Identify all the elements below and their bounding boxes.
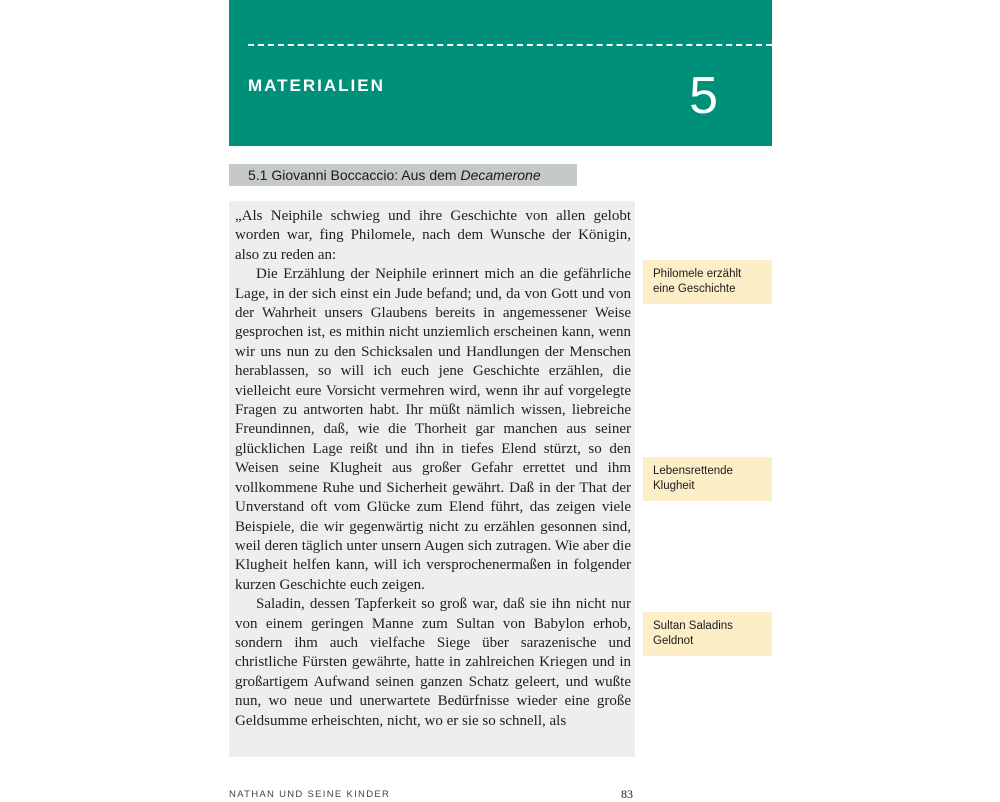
paragraph-intro: „Als Neiphile schwieg und ihre Geschichte von allen gelobt worden war, fing Philomele, nach dem Wunsche der Königin, also zu reden an:	[235, 208, 631, 263]
paragraph-saladin: Saladin, dessen Tapferkeit so groß war, daß sie ihn nicht nur von einem geringen Manne zum Sultan von Babylon erhob, sondern ihm auch vielfache Siege über sarazenische und christliche Fürsten gewährte, hatte in zahlreichen Kriegen und in großartigem Aufwand seinen ganzen Schatz geleert, und wußte nun, wo neue und unerwartete Bedürfnisse wieder eine große Geldsumme erheischten, nicht, wo er sie so schnell, als	[235, 596, 631, 729]
chapter-number: 5	[689, 67, 718, 125]
chapter-header	[229, 0, 772, 146]
section-heading-text: 5.1 Giovanni Boccaccio: Aus dem	[248, 167, 457, 183]
source-text	[235, 207, 631, 731]
margin-note: Sultan Saladins Geldnot	[643, 612, 772, 656]
margin-note: Lebensrettende Klugheit	[643, 457, 772, 501]
header-dashed-line	[248, 44, 772, 46]
margin-note: Philomele erzählt eine Geschichte	[643, 260, 772, 304]
paragraph-philomele: Die Erzählung der Neiphile erinnert mich an die gefährliche Lage, in der sich einst ein Jude befand; und, da von Gott und von der Wahrheit unsers Glaubens bereits in angemessener Weise gesprochen ist, es mithin nicht unziemlich erscheinen kann, wenn wir uns nun zu den Schicksalen und Handlungen der Menschen herablassen, so will ich euch jene Geschichte erzählen, die vielleicht eure Vorsicht vermehren wird, wenn ihr auf vorgelegte Fragen zu antworten habt. Ihr müßt nämlich wissen, liebreiche Freundinnen, daß, wie die Thorheit gar manchen aus seiner glücklichen Lage reißt und ihn in tiefes Elend stürzt, so den Weisen seine Klugheit aus großer Gefahr errettet und ihm vollkommene Ruhe und Sicherheit gewährt. Daß in der That der Unverstand oft vom Glücke zum Elend führt, das zeigen viele Beispiele, die wir gegenwärtig nicht zu erzählen gesonnen sind, weil deren täglich unter unsern Augen sich zutragen. Wie aber die Klugheit helfen kann, will ich versprochenermaßen in folgender kurzen Geschichte euch zeigen.	[235, 266, 631, 593]
page-number: 83	[621, 787, 633, 801]
chapter-label: MATERIALIEN	[248, 76, 385, 95]
section-heading-italic-title: Decamerone	[460, 167, 541, 183]
source-text-box	[229, 201, 635, 757]
section-heading	[229, 164, 577, 186]
footer-book-title: NATHAN UND SEINE KINDER	[229, 789, 391, 800]
